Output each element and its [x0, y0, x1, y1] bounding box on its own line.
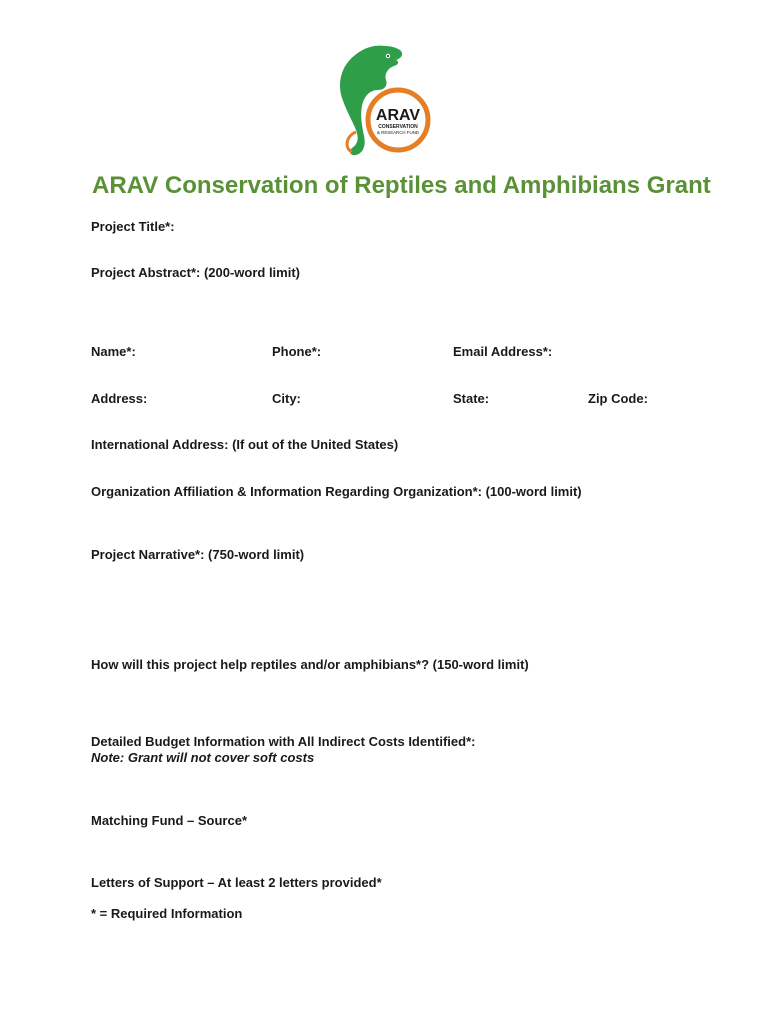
- international-address-label: International Address: (If out of the United States): [91, 437, 399, 452]
- page-title: ARAV Conservation of Reptiles and Amphibians Grant: [92, 172, 711, 199]
- organization-label: Organization Affiliation & Information Regarding Organization*: (100-word limit): [91, 484, 582, 499]
- phone-label: Phone*:: [272, 344, 322, 359]
- zip-label: Zip Code:: [588, 391, 648, 406]
- arav-logo: [332, 40, 438, 160]
- logo-line1: CONSERVATION: [378, 124, 418, 130]
- name-label: Name*:: [91, 344, 136, 359]
- city-label: City:: [272, 391, 301, 406]
- required-legend: * = Required Information: [91, 906, 243, 921]
- project-abstract-label: Project Abstract*: (200-word limit): [91, 265, 301, 280]
- help-question-label: How will this project help reptiles and/or amphibians*? (150-word limit): [91, 657, 529, 672]
- state-label: State:: [453, 391, 490, 406]
- email-label: Email Address*:: [453, 344, 553, 359]
- matching-fund-label: Matching Fund – Source*: [91, 813, 248, 828]
- address-label: Address:: [91, 391, 148, 406]
- letters-label: Letters of Support – At least 2 letters provided*: [91, 875, 382, 890]
- project-title-label: Project Title*:: [91, 219, 175, 234]
- budget-label: Detailed Budget Information with All Indirect Costs Identified*:: [91, 734, 476, 749]
- logo-line2: & RESEARCH FUND: [377, 130, 419, 135]
- project-narrative-label: Project Narrative*: (750-word limit): [91, 547, 305, 562]
- budget-note: Note: Grant will not cover soft costs: [91, 750, 315, 765]
- logo-name: ARAV: [375, 107, 421, 124]
